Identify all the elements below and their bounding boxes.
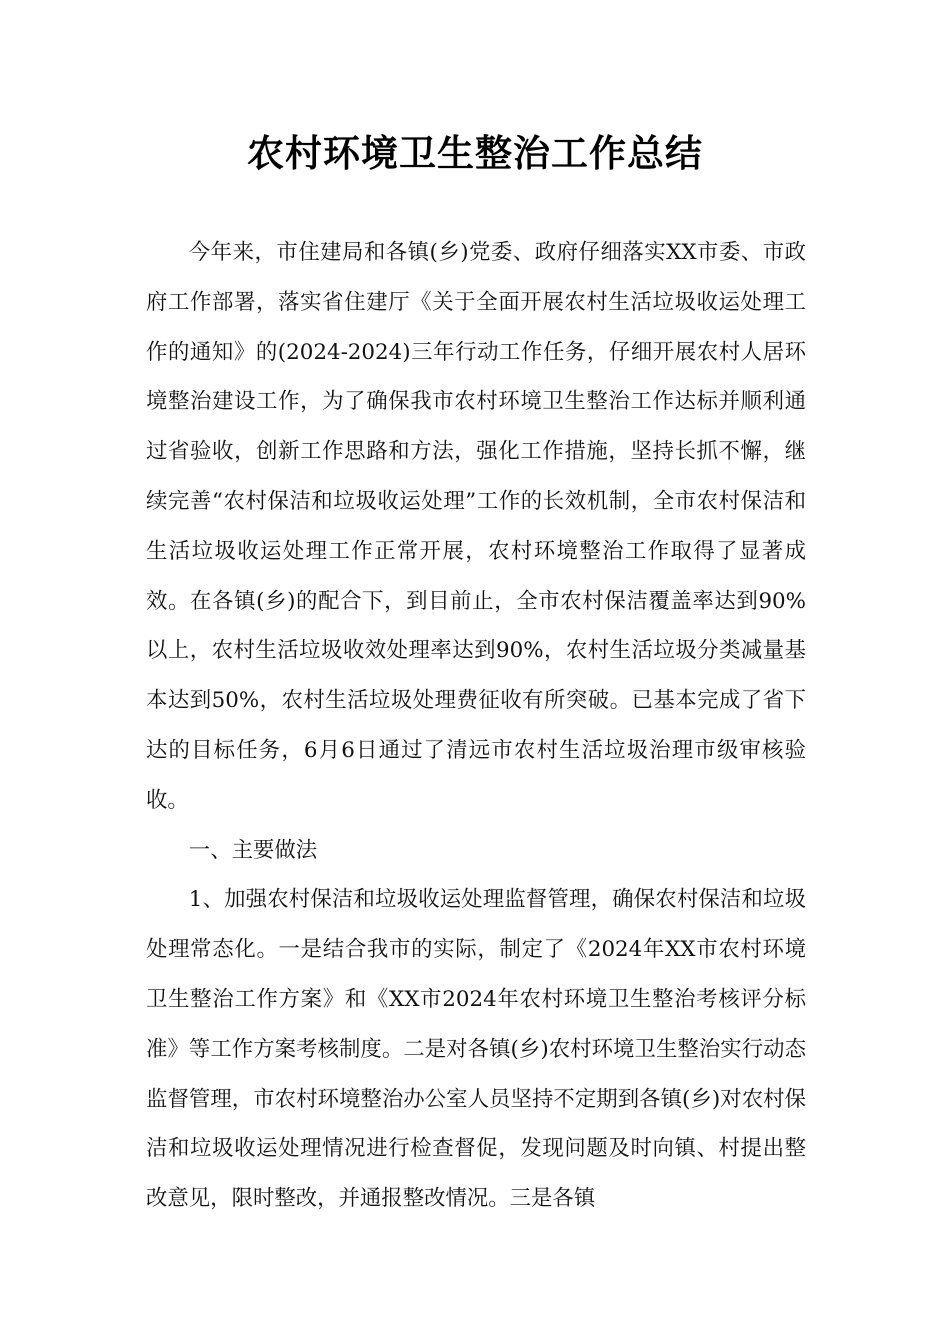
paragraph-intro: 今年来，市住建局和各镇(乡)党委、政府仔细落实XX市委、市政府工作部署，落实省住建厅《关于全面开展农村生活垃圾收运处理工作的通知》的(2024-2024)三年行动工作任务，仔细开展农村人居环境整治建设工作，为了确保我市农村环境卫生整治工作达标并顺利通过省验收，创新工作思路和方法，强化工作措施，坚持长抓不懈，继续完善“农村保洁和垃圾收运处理”工作的长效机制，全市农村保洁和生活垃圾收运处理工作正常开展，农村环境整治工作取得了显著成效。在各镇(乡)的配合下，到目前止，全市农村保洁覆盖率达到90%以上，农村生活垃圾收效处理率达到90%，农村生活垃圾分类减量基本达到50%，农村生活垃圾处理费征收有所突破。已基本完成了省下达的目标任务，6月6日通过了清远市农村生活垃圾治理市级审核验收。 (146, 240, 806, 813)
section-heading-main-practices: 一、主要做法 (188, 837, 318, 863)
document-body (146, 228, 806, 1224)
paragraph-item-1: 1、加强农村保洁和垃圾收运处理监督管理，确保农村保洁和垃圾处理常态化。一是结合我市的实际，制定了《2024年XX市农村环境卫生整治工作方案》和《XX市2024年农村环境卫生整治考核评分标准》等工作方案考核制度。二是对各镇(乡)农村环境卫生整治实行动态监督管理，市农村环境整治办公室人员坚持不定期到各镇(乡)对农村保洁和垃圾收运处理情况进行检查督促，发现问题及时向镇、村提出整改意见，限时整改，并通报整改情况。三是各镇 (146, 887, 806, 1212)
document-title: 农村环境卫生整治工作总结 (247, 132, 703, 175)
